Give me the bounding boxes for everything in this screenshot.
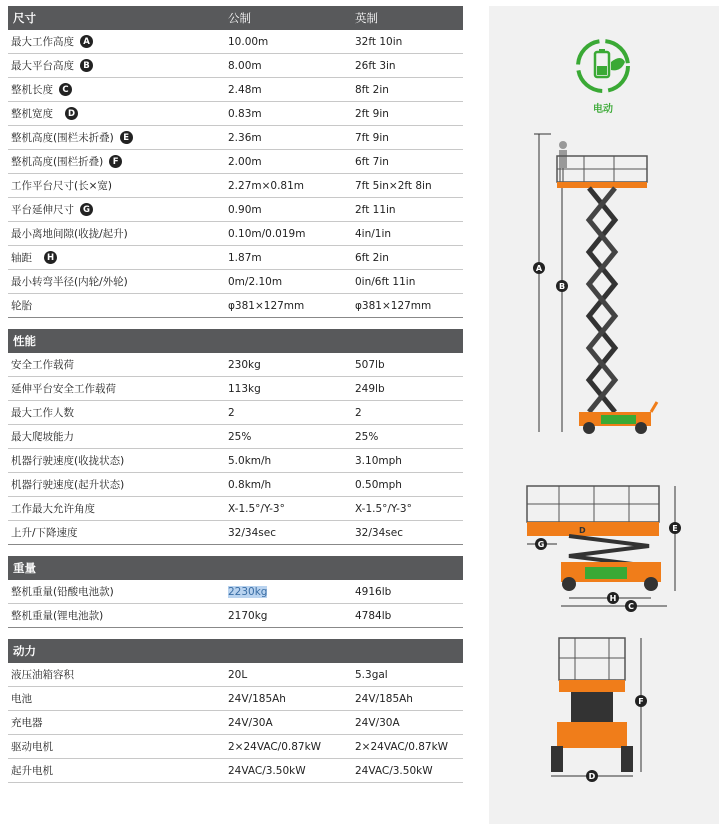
metric-value: 2170kg bbox=[228, 609, 268, 622]
row-label: 延伸平台安全工作载荷 bbox=[11, 383, 116, 395]
imperial-value: 507lb bbox=[355, 358, 385, 371]
column-header-imperial: 英制 bbox=[355, 11, 378, 25]
section-header bbox=[8, 639, 463, 663]
dim-b-label: B bbox=[558, 282, 566, 291]
table-row bbox=[8, 377, 463, 401]
row-label: 整机高度(围栏折叠) bbox=[11, 156, 104, 168]
spec-table bbox=[8, 6, 463, 783]
metric-value: φ381×127mm bbox=[228, 299, 305, 312]
metric-value: 0.83m bbox=[228, 107, 262, 120]
table-row bbox=[8, 687, 463, 711]
imperial-value: 3.10mph bbox=[355, 454, 402, 467]
section-performance bbox=[8, 329, 463, 545]
row-label: 最大爬坡能力 bbox=[11, 431, 74, 443]
imperial-value: 24V/185Ah bbox=[355, 692, 413, 705]
table-row bbox=[8, 735, 463, 759]
side-view-elevated bbox=[533, 134, 657, 434]
imperial-value: 0.50mph bbox=[355, 478, 402, 491]
metric-value: 8.00m bbox=[228, 59, 262, 72]
metric-value: 113kg bbox=[228, 382, 261, 395]
table-row bbox=[8, 150, 463, 174]
imperial-value: 32/34sec bbox=[355, 526, 403, 539]
section-title: 尺寸 bbox=[13, 11, 36, 25]
table-row bbox=[8, 246, 463, 270]
imperial-value: 2ft 9in bbox=[355, 107, 389, 120]
imperial-value: 24VAC/3.50kW bbox=[355, 764, 433, 777]
imperial-value: 249lb bbox=[355, 382, 385, 395]
table-row bbox=[8, 198, 463, 222]
section-header bbox=[8, 329, 463, 353]
row-label: 轮胎 bbox=[11, 300, 32, 312]
brand-mark: D bbox=[579, 526, 586, 535]
metric-value: 1.87m bbox=[228, 251, 262, 264]
front-view bbox=[551, 638, 647, 782]
dim-f-label: F bbox=[638, 697, 644, 706]
table-row bbox=[8, 449, 463, 473]
badge-b: B bbox=[80, 59, 93, 72]
dim-d-label: D bbox=[588, 772, 596, 781]
section-header bbox=[8, 6, 463, 30]
row-label: 整机长度 bbox=[11, 84, 53, 96]
logo-label: 电动 bbox=[593, 104, 613, 115]
imperial-value: 7ft 5in×2ft 8in bbox=[355, 179, 432, 192]
row-label: 机器行驶速度(起升状态) bbox=[11, 479, 125, 491]
metric-value-selected[interactable]: 2230kg bbox=[228, 585, 268, 598]
badge-h: H bbox=[44, 251, 57, 264]
metric-value: 0.90m bbox=[228, 203, 262, 216]
table-row bbox=[8, 425, 463, 449]
metric-value: 2.36m bbox=[228, 131, 262, 144]
metric-value: 2×24VAC/0.87kW bbox=[228, 740, 322, 753]
machine-drawings bbox=[489, 6, 719, 824]
row-label: 充电器 bbox=[11, 717, 43, 729]
row-label: 整机高度(围栏未折叠) bbox=[11, 132, 114, 144]
imperial-value: 6ft 2in bbox=[355, 251, 389, 264]
imperial-value: X-1.5°/Y-3° bbox=[355, 502, 412, 515]
table-row bbox=[8, 78, 463, 102]
row-label: 工作平台尺寸(长×宽) bbox=[11, 180, 112, 192]
dim-h-label: H bbox=[609, 594, 617, 603]
imperial-value: 5.3gal bbox=[355, 668, 388, 681]
side-view-stowed bbox=[527, 486, 681, 612]
metric-value: 25% bbox=[228, 430, 252, 443]
imperial-value: 24V/30A bbox=[355, 716, 400, 729]
table-row bbox=[8, 30, 463, 54]
table-row bbox=[8, 711, 463, 735]
row-label: 上升/下降速度 bbox=[11, 527, 78, 539]
imperial-value: 8ft 2in bbox=[355, 83, 389, 96]
imperial-value: 7ft 9in bbox=[355, 131, 389, 144]
row-label: 起升电机 bbox=[11, 765, 53, 777]
metric-value: 2 bbox=[228, 406, 235, 419]
table-row bbox=[8, 54, 463, 78]
row-label: 最大平台高度 bbox=[11, 60, 74, 72]
metric-value: 24V/30A bbox=[228, 716, 273, 729]
row-label: 电池 bbox=[11, 693, 32, 705]
row-label: 安全工作载荷 bbox=[11, 359, 74, 371]
table-row bbox=[8, 222, 463, 246]
table-row bbox=[8, 353, 463, 377]
imperial-value: 4916lb bbox=[355, 585, 392, 598]
imperial-value: 2×24VAC/0.87kW bbox=[355, 740, 449, 753]
row-label: 驱动电机 bbox=[11, 741, 53, 753]
table-row bbox=[8, 580, 463, 604]
metric-value: 5.0km/h bbox=[228, 454, 272, 467]
dim-e-label: E bbox=[672, 524, 678, 533]
row-label: 整机重量(锂电池款) bbox=[11, 610, 104, 622]
table-row bbox=[8, 759, 463, 783]
row-label: 整机重量(铅酸电池款) bbox=[11, 586, 114, 598]
badge-d: D bbox=[65, 107, 78, 120]
imperial-value: φ381×127mm bbox=[355, 299, 432, 312]
metric-value: 0.10m/0.019m bbox=[228, 227, 306, 240]
imperial-value: 25% bbox=[355, 430, 379, 443]
table-row bbox=[8, 521, 463, 545]
dim-g-label: G bbox=[537, 540, 545, 549]
row-label: 最大工作高度 bbox=[11, 36, 74, 48]
row-label: 平台延伸尺寸 bbox=[11, 204, 74, 216]
metric-value: 20L bbox=[228, 668, 248, 681]
badge-e: E bbox=[120, 131, 133, 144]
imperial-value: 2 bbox=[355, 406, 362, 419]
badge-a: A bbox=[80, 35, 93, 48]
table-row bbox=[8, 126, 463, 150]
metric-value: 2.27m×0.81m bbox=[228, 179, 305, 192]
badge-f: F bbox=[109, 155, 122, 168]
metric-value: 24V/185Ah bbox=[228, 692, 286, 705]
imperial-value: 4784lb bbox=[355, 609, 392, 622]
section-title: 动力 bbox=[13, 644, 36, 658]
table-row bbox=[8, 174, 463, 198]
illustration-panel bbox=[489, 6, 719, 824]
row-label: 机器行驶速度(收拢状态) bbox=[11, 455, 125, 467]
imperial-value: 6ft 7in bbox=[355, 155, 389, 168]
metric-value: 230kg bbox=[228, 358, 261, 371]
section-weight bbox=[8, 556, 463, 628]
metric-value: 32/34sec bbox=[228, 526, 276, 539]
metric-value: X-1.5°/Y-3° bbox=[228, 502, 285, 515]
row-label: 最大工作人数 bbox=[11, 407, 74, 419]
table-row bbox=[8, 497, 463, 521]
row-label: 轴距 bbox=[11, 252, 32, 264]
table-row bbox=[8, 294, 463, 318]
row-label: 工作最大允许角度 bbox=[11, 503, 95, 515]
row-label: 最小转弯半径(内轮/外轮) bbox=[11, 276, 128, 288]
table-row bbox=[8, 473, 463, 497]
section-dimensions bbox=[8, 6, 463, 318]
metric-value: 24VAC/3.50kW bbox=[228, 764, 306, 777]
row-label: 最小离地间隙(收拢/起升) bbox=[11, 228, 128, 240]
section-power bbox=[8, 639, 463, 783]
table-row bbox=[8, 401, 463, 425]
row-label: 整机宽度 bbox=[11, 108, 53, 120]
table-row bbox=[8, 270, 463, 294]
imperial-value: 32ft 10in bbox=[355, 35, 403, 48]
metric-value: 0.8km/h bbox=[228, 478, 272, 491]
imperial-value: 4in/1in bbox=[355, 227, 392, 240]
section-title: 重量 bbox=[13, 561, 36, 575]
imperial-value: 2ft 11in bbox=[355, 203, 396, 216]
electric-leaf-icon bbox=[578, 41, 628, 91]
badge-c: C bbox=[59, 83, 72, 96]
column-header-metric: 公制 bbox=[228, 11, 251, 25]
imperial-value: 26ft 3in bbox=[355, 59, 396, 72]
imperial-value: 0in/6ft 11in bbox=[355, 275, 416, 288]
metric-value: 2.00m bbox=[228, 155, 262, 168]
section-title: 性能 bbox=[13, 334, 36, 348]
dim-a-label: A bbox=[535, 264, 543, 273]
metric-value: 2.48m bbox=[228, 83, 262, 96]
badge-g: G bbox=[80, 203, 93, 216]
table-row bbox=[8, 663, 463, 687]
metric-value: 0m/2.10m bbox=[228, 275, 283, 288]
table-row bbox=[8, 102, 463, 126]
table-row bbox=[8, 604, 463, 628]
section-header bbox=[8, 556, 463, 580]
row-label: 液压油箱容积 bbox=[11, 669, 74, 681]
dim-c-label: C bbox=[628, 602, 634, 611]
metric-value: 10.00m bbox=[228, 35, 269, 48]
